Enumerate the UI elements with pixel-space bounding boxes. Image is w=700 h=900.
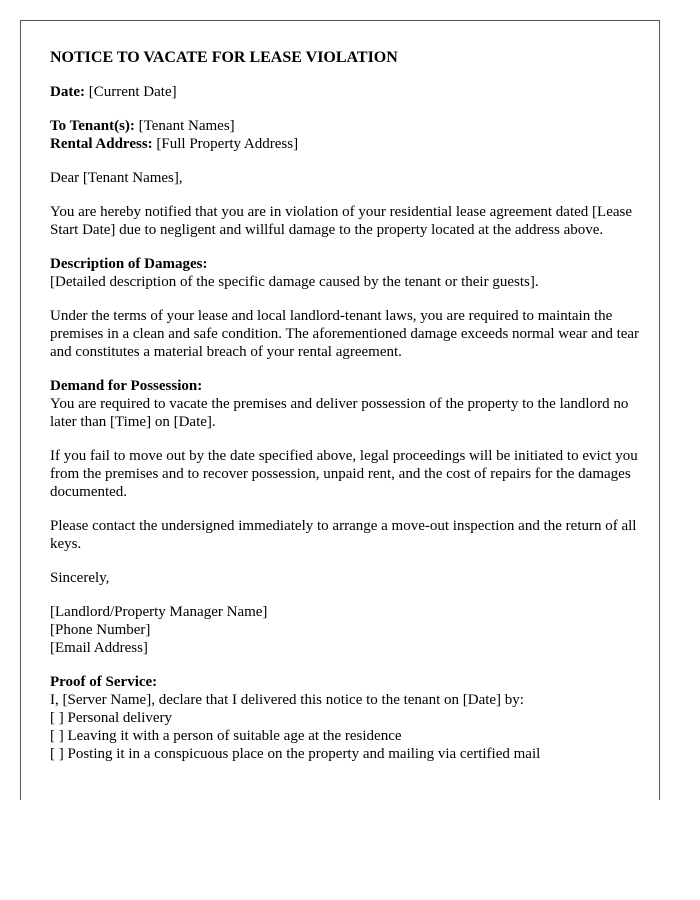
tenant-line	[50, 117, 640, 135]
address-value: [Full Property Address]	[156, 136, 299, 152]
date-value: [Current Date]	[88, 84, 177, 100]
contact-paragraph: Please contact the undersigned immediately to arrange a move-out inspection and the return of all keys.	[50, 518, 637, 552]
tenant-label: To Tenant(s):	[50, 118, 135, 134]
date-block	[50, 83, 640, 101]
terms-paragraph: Under the terms of your lease and local landlord-tenant laws, you are required to maintain the premises in a clean and safe condition. The aforementioned damage exceeds normal wear and tear and constitutes a material breach of your rental agreement.	[50, 308, 640, 360]
service-option-posting: [ ] Posting it in a conspicuous place on the property and mailing via certified mail	[50, 746, 541, 762]
recipient-block	[50, 117, 640, 153]
proof-of-service-section	[50, 673, 640, 763]
legal-paragraph: If you fail to move out by the date specified above, legal proceedings will be initiated to evict you from the premises and to recover possession, unpaid rent, and the cost of repairs for the damages documented.	[50, 448, 638, 500]
tenant-value: [Tenant Names]	[138, 118, 235, 134]
date-label: Date:	[50, 84, 85, 100]
possession-heading: Demand for Possession:	[50, 378, 203, 394]
salutation: Dear [Tenant Names],	[50, 170, 183, 186]
proof-of-service-declaration: I, [Server Name], declare that I delivered this notice to the tenant on [Date] by:	[50, 692, 524, 708]
signature-block	[50, 603, 640, 657]
document-content	[50, 49, 640, 779]
address-label: Rental Address:	[50, 136, 153, 152]
signature-email: [Email Address]	[50, 640, 148, 656]
service-option-personal: [ ] Personal delivery	[50, 710, 173, 726]
closing: Sincerely,	[50, 570, 110, 586]
intro-paragraph: You are hereby notified that you are in violation of your residential lease agreement dated [Lease Start Date] due to negligent and willful damage to the property located at the address above.	[50, 204, 633, 238]
possession-text: You are required to vacate the premises and deliver possession of the property to the landlord no later than [Time] on [Date].	[50, 396, 629, 430]
signature-phone: [Phone Number]	[50, 622, 151, 638]
proof-of-service-heading: Proof of Service:	[50, 674, 158, 690]
address-line	[50, 135, 640, 153]
service-option-substitute: [ ] Leaving it with a person of suitable age at the residence	[50, 728, 402, 744]
signature-name: [Landlord/Property Manager Name]	[50, 604, 268, 620]
possession-section	[50, 377, 640, 431]
document-page	[20, 20, 660, 800]
damages-heading: Description of Damages:	[50, 256, 208, 272]
document-title: NOTICE TO VACATE FOR LEASE VIOLATION	[50, 49, 398, 66]
damages-text: [Detailed description of the specific damage caused by the tenant or their guests].	[50, 274, 539, 290]
damages-section	[50, 255, 640, 291]
